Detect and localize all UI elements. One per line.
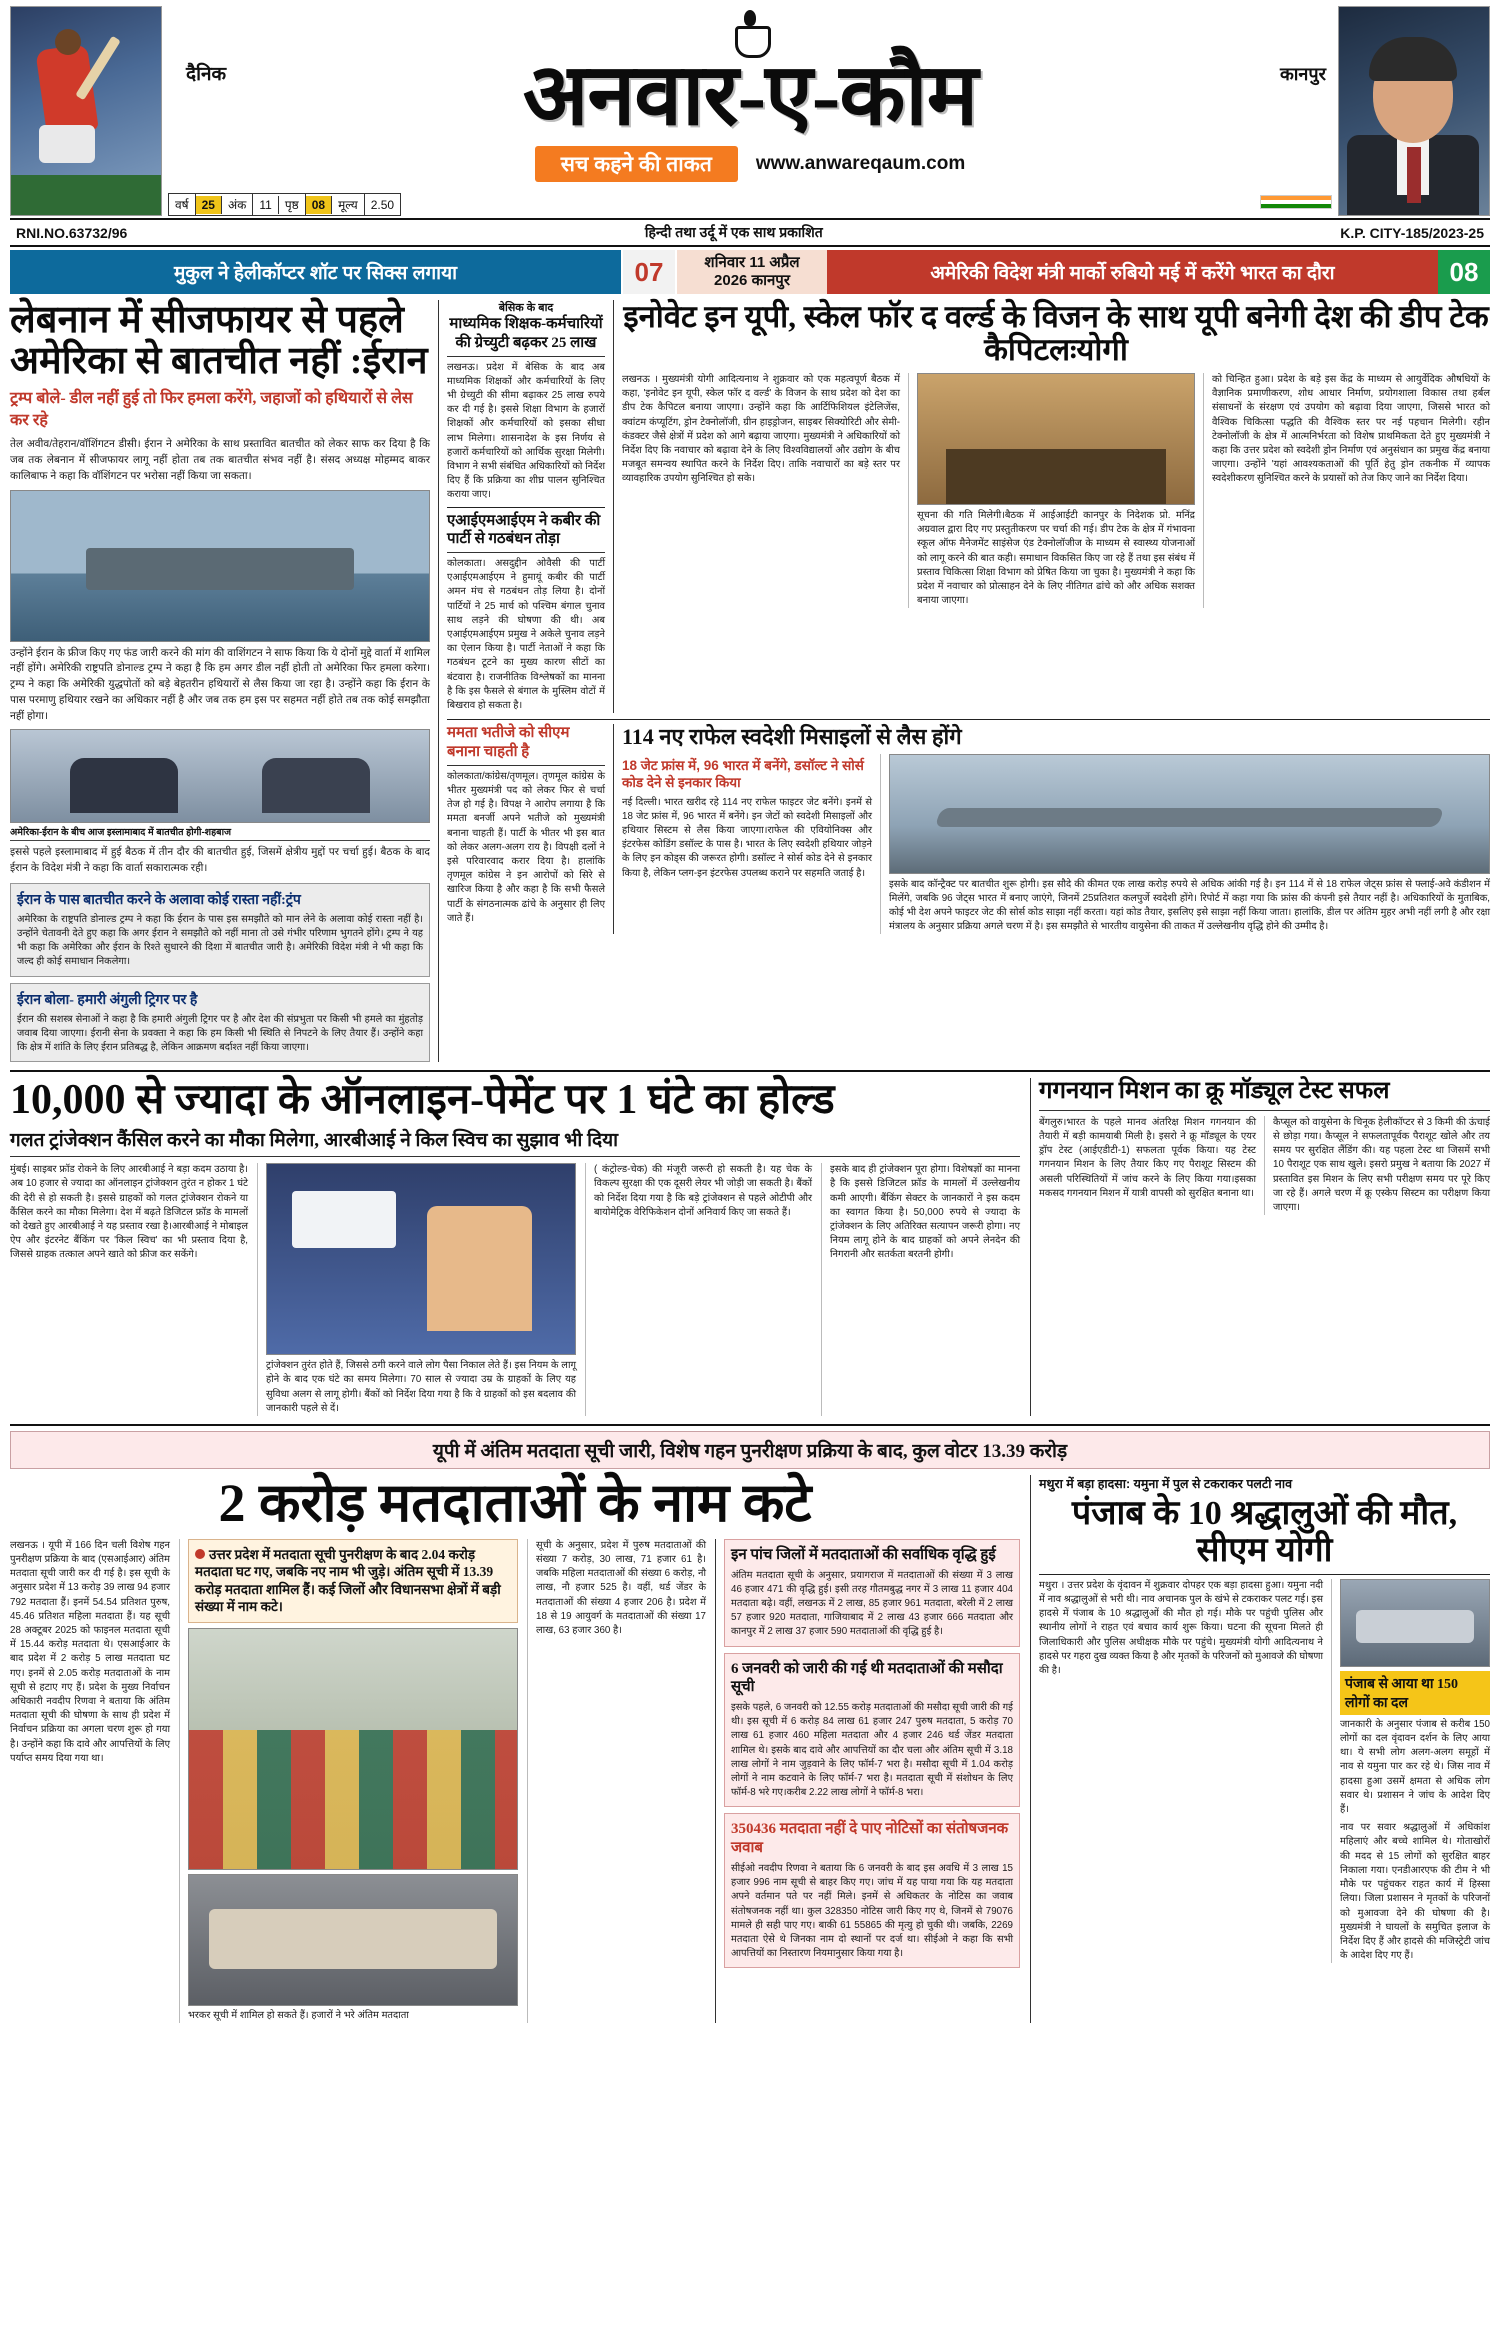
- deep-tech-col-3: [1203, 373, 1490, 608]
- payment-headline: 10,000 से ज्यादा के ऑनलाइन-पेमेंट पर 1 घंटे का होल्ड: [10, 1077, 835, 1124]
- teaser-left-page[interactable]: 07: [621, 250, 677, 294]
- mamta-headline: ममता भतीजे को सीएम बनाना चाहती है: [447, 724, 605, 766]
- trump-box: [10, 883, 430, 977]
- section-top: [10, 300, 1490, 1062]
- leaders-photo: [10, 729, 430, 823]
- lead-left-photo-caption: अमेरिका-ईरान के बीच आज इस्लामाबाद में बातचीत होगी-शहबाज: [10, 823, 430, 841]
- online-banking-photo: [266, 1163, 576, 1355]
- punjab-box-text: जानकारी के अनुसार पंजाब से करीब 150 लोगों का दल वृंदावन दर्शन के लिए आया था। ये सभी लोग अलग-अलग समूहों में नाव से यमुना पार कर रहे थे। जिस नाव में हादसा हुआ उसमें क्षमता से अधिक लोग सवार थे। प्रशासन ने जांच के आदेश दिए हैं।: [1340, 1718, 1490, 1816]
- gratuity-kicker: बेसिक के बाद: [498, 302, 554, 314]
- voter-col-4: [715, 1539, 1020, 2023]
- mathura-strip: मथुरा में बड़ा हादसा: यमुना में पुल से टकराकर पलटी नाव: [1039, 1477, 1293, 1492]
- five-districts-box: [724, 1539, 1020, 1647]
- deep-tech-col-1: [622, 373, 900, 608]
- language-line: हिन्दी तथा उर्दू में एक साथ प्रकाशित: [644, 224, 823, 240]
- lamp-icon: [733, 8, 767, 56]
- minister-photo: [1338, 6, 1490, 216]
- aimim-headline: एआईएमआईएम ने कबीर की पार्टी से गठबंधन तोड़ा: [447, 512, 605, 554]
- voter-stats-text: सूची के अनुसार, प्रदेश में पुरुष मतदाताओं की संख्या 7 करोड़, 30 लाख, 71 हजार 61 है। जबकि महिला मतदाताओं की संख्या 6 करोड़, नौ लाख, नौ हजार 525 है। वहीं, थर्ड जेंडर के मतदाताओं की संख्या 4 हजार 206 है। प्रदेश में 18 से 19 आयुवर्ग के मतदाताओं की संख्या 17 लाख, 63 हजार 360 है।: [536, 1539, 706, 1636]
- draft-roll-box: [724, 1653, 1020, 1808]
- meta-year-value: 25: [196, 196, 222, 214]
- online-payment-story: [10, 1078, 1020, 1416]
- draft-roll-headline: 6 जनवरी को जारी की गई थी मतदाताओं की मसौदा सूची: [731, 1660, 1003, 1696]
- voter-photo-caption: भरकर सूची में शामिल हो सकते हैं। हजारों ने भरे अंतिम मतदाता: [188, 2009, 409, 2021]
- iran-box: [10, 983, 430, 1063]
- meta-issue-value: 11: [253, 196, 278, 214]
- teaser-strip: [10, 250, 1490, 294]
- masthead-daink: दैनिक: [186, 64, 227, 85]
- teaser-left[interactable]: मुकुल ने हेलीकॉप्टर शॉट पर सिक्स लगाया: [173, 263, 458, 284]
- meta-price-value: 2.50: [370, 197, 395, 212]
- masthead-edition: कानपुर: [1279, 64, 1326, 84]
- payment-text-4: इसके बाद ही ट्रांजेक्शन पूरा होगा। विशेषज्ञों का मानना है कि इससे डिजिटल फ्रॉड के मामलों में उल्लेखनीय कमी आएगी। बैंकिंग सेक्टर के जानकारों ने इस कदम का स्वागत किया है। 50,000 रुपये से ज्यादा के ट्रांजेक्शन के लिए अतिरिक्त सत्यापन जरूरी होगा। नए नियम लागू होने के बाद ग्राहकों को अपने लेनदेन की निगरानी और सतर्कता बरतनी होगी।: [830, 1164, 1020, 1261]
- flag-icon: [1260, 195, 1332, 209]
- section-top-right: [438, 300, 1490, 1062]
- gaganyaan-story: [1030, 1078, 1490, 1416]
- lead-left-para-2: उन्होंने ईरान के फ्रीज किए गए फंड जारी करने की मांग की वाशिंगटन ने साफ किया कि ये दोनों मुद्दे वार्ता में शामिल नहीं होंगे। अमेरिकी राष्ट्रपति डोनाल्ड ट्रम्प ने कहा है कि हम अगर डील नहीं होती तो अमेरिका फिर हमला करेगा। ट्रम्प ने कहा कि अमेरिकी युद्धपोतों को बड़े बेहतरीन हथियारों से लैस किया जा रहा है। उन्होंने कहा कि ईरान के पास परमाणु हथियार रखने का अधिकार नहीं है और जब तक हम इस पर सहमत नहीं होते तब तक कोई समझौता नहीं होगा।: [10, 646, 430, 722]
- iran-box-text: ईरान की सशस्त्र सेनाओं ने कहा है कि हमारी अंगुली ट्रिगर पर है और देश की संप्रभुता पर किसी भी हमले का मुंहतोड़ जवाब दिया जाएगा। ईरानी सेना के प्रवक्ता ने कहा कि हम किसी भी स्थिति से निपटने के लिए तैयार हैं। उन्होंने कहा कि क्षेत्र में शांति के लिए ईरान प्रतिबद्ध है, लेकिन आक्रमण बर्दाश्त नहीं किया जाएगा।: [17, 1013, 423, 1053]
- masthead-subrow: [168, 146, 1332, 182]
- mathura-text-1: मथुरा । उत्तर प्रदेश के वृंदावन में शुक्रवार दोपहर एक बड़ा हादसा हुआ। यमुना नदी में नाव श्रद्धालुओं से भरी थी। नाव अचानक पुल के खंभे से टकराकर पलट गई। इस हादसे में पंजाब के 10 श्रद्धालुओं की मौत हो गई। मौके पर पहुंची पुलिस और स्थानीय लोगों ने राहत एवं बचाव कार्य शुरू किया। घटना की सूचना मिलते ही जिलाधिकारी और पुलिस अधीक्षक मौके पर पहुंचे। मुख्यमंत्री योगी आदित्यनाथ ने हादसे पर गहरा दुख व्यक्त किया है और मृतकों के परिजनों को मुआवजे की घोषणा की है।: [1039, 1579, 1323, 1677]
- bullet-icon: [195, 1549, 205, 1559]
- lead-left-kicker: ट्रम्प बोले- डील नहीं हुई तो फिर हमला करेंगे, जहाजों को हथियारों से लेस कर रहे: [10, 390, 413, 429]
- aimim-text: कोलकाता। असदुद्दीन ओवैसी की पार्टी एआईएमआईएम ने हुमायूं कबीर की पार्टी अमन मंच से गठबंधन तोड़ लिया है। दोनों पार्टियों ने 25 मार्च को पश्चिम बंगाल चुनाव साथ लड़ने की घोषणा की थी। अब एआईएमआईएम प्रमुख ने अकेले चुनाव लड़ने का ऐलान किया है। पार्टी नेताओं ने कहा कि गठबंधन टूटने का मुख्य कारण सीटों का बंटवारा है। राजनीतिक विश्लेषकों का मानना है कि इस फैसले से बंगाल के मुस्लिम वोटों में बिखराव हो सकता है।: [447, 558, 605, 712]
- rafale-text-1: नई दिल्ली। भारत खरीद रहे 114 नए राफेल फाइटर जेट बनेंगे। इनमें से 18 जेट फ्रांस में, 96 भारत में बनेंगे। इन जेटों को स्वदेशी मिसाइलों और हथियार सिस्टम से लैस किया जाएगा।राफेल की एवियोनिक्स और इंटरफेस कोडिंग डसॉल्ट के पास है। भारत के लिए स्वदेशी हथियार जोड़ने के लिए इन कोड्स की जरूरत होगी। डसॉल्ट ने सोर्स कोड देने से इनकार किया है, लेकिन प्लग-इन इंटरफेस उपलब्ध कराने पर सहमति जताई है।: [622, 796, 872, 879]
- gaganyaan-text-1: बेंगलुरु।भारत के पहले मानव अंतरिक्ष मिशन गगनयान की तैयारी में बड़ी कामयाबी मिली है। इसरो ने क्रू मॉड्यूल के एयर ड्रॉप टेस्ट (आईएडीटी-1) सफलता पूर्वक किया। यह टेस्ट गगनयान मिशन के लिए तैयार किए गए पैराशूट सिस्टम की असली परिस्थितियों में जांच करने के लिए किया गया।इसका मकसद गगनयान मिशन में यात्री वापसी को सुरक्षित बनाना था।: [1039, 1116, 1256, 1199]
- tagline: सच कहने की ताकत: [535, 146, 738, 182]
- masthead: [10, 6, 1490, 216]
- lead-left-headline: लेबनान में सीजफायर से पहले अमेरिका से बातचीत नहीं :ईरान: [10, 299, 428, 383]
- voter-story: [10, 1475, 1020, 2023]
- five-districts-headline: इन पांच जिलों में मतदाताओं की सर्वाधिक वृद्धि हुई: [731, 1546, 996, 1563]
- cm-event-photo: [917, 373, 1195, 505]
- warship-photo: [10, 490, 430, 642]
- gaganyaan-text-2: कैप्सूल को वायुसेना के चिनूक हेलीकॉप्टर से 3 किमी की ऊंचाई से छोड़ा गया। कैप्सूल ने सफलतापूर्वक पैराशूट खोले और तय समय पर सुरक्षित लैंडिंग की। यह पहला टेस्ट था जिसमें सभी 10 पैराशूट एक साथ खुले। इसरो प्रमुख ने बताया कि 2027 में प्रस्तावित इस मिशन के लिए सभी परीक्षण समय पर पूरे किए जा रहे हैं। अगले चरण में क्रू एस्केप सिस्टम का परीक्षण किया जाएगा।: [1264, 1116, 1490, 1215]
- website-url: www.anwareqaum.com: [755, 153, 966, 174]
- kp-city-code: K.P. CITY-185/2023-25: [1340, 224, 1484, 241]
- voter-strip: यूपी में अंतिम मतदाता सूची जारी, विशेष गहन पुनरीक्षण प्रक्रिया के बाद, कुल वोटर 13.39 करोड़: [10, 1431, 1490, 1469]
- payment-col-2: [257, 1163, 576, 1416]
- gratuity-headline: माध्यमिक शिक्षक-कर्मचारियों की ग्रेच्युटी बढ़कर 25 लाख: [447, 315, 605, 357]
- rafale-jet-photo: [889, 754, 1490, 874]
- issue-meta: [168, 193, 401, 216]
- payment-col-1: [10, 1163, 248, 1416]
- section-payment: [10, 1070, 1490, 1416]
- rafale-headline: 114 नए राफेल स्वदेशी मिसाइलों से लैस होंगे: [622, 724, 962, 750]
- lead-left-para-1: तेल अवीव/तेहरान/वॉशिंगटन डीसी। ईरान ने अमेरिका के साथ प्रस्तावित बातचीत को लेकर साफ कर दिया है कि जब तक लेबनान में सीजफायर लागू नहीं होता तब तक बातचीत संभव नहीं है। संसद अध्यक्ष मोहम्मद बाकर कालिबाफ ने कहा कि वॉशिंगटन पर भरोसा नहीं किया जा सकता।: [10, 438, 430, 482]
- draft-roll-text: इसके पहले, 6 जनवरी को 12.55 करोड़ मतदाताओं की मसौदा सूची जारी की गई थी। इस सूची में 6 करोड़ 84 लाख 61 हजार 247 पुरुष मतदाता, 5 करोड़ 70 लाख 61 हजार 460 महिला मतदाता और 4 हजार 246 थर्ड जेंडर मतदाता शामिल थे। इसके बाद दावे और आपत्तियों का दौर चला और अंतिम सूची में 3.18 लाख लोगों ने नाम जुड़वाने के लिए फॉर्म-7 भरा है। मसौदा सूची में 1.04 करोड़ लोगों ने नाम कटवाने के लिए फॉर्म-7 भरा है। मतदाता सूची में संशोधन के लिए फॉर्म-8 भरे गए।करीब 2.22 लाख लोगों ने फॉर्म-8 भरा।: [731, 1702, 1013, 1799]
- voter-headline: 2 करोड़ मतदाताओं के नाम कटे: [218, 1473, 812, 1534]
- mamta-text: कोलकाता/कांग्रेस/तृणमूल। तृणमूल कांग्रेस के भीतर मुख्यमंत्री पद को लेकर फिर से चर्चा तेज हो गई है। विपक्ष ने आरोप लगाया है कि ममता बनर्जी अपने भतीजे को मुख्यमंत्री बनाना चाहती हैं। पार्टी के भीतर भी इस बात को लेकर अलग-अलग राय है। विपक्षी दलों ने इसे परिवारवाद करार दिया है। हालांकि तृणमूल कांग्रेस ने इन आरोपों को सिरे से खारिज किया है और कहा है कि सभी फैसले पार्टी के संगठनात्मक ढांचे के अनुसार ही लिए जाते हैं।: [447, 770, 605, 924]
- deep-tech-text-3: को चिन्हित हुआ। प्रदेश के बड़े इस केंद्र के माध्यम से आयुर्वेदिक औषधियों के वैज्ञानिक प्रमाणीकरण, शोध आधार निर्माण, प्रयोगशाला विकास तथा हर्बल संसाधनों के संरक्षण एवं उपयोग को बढ़ावा दिया जाएगा, जिससे भारत को वैश्विक चिकित्सा पद्धति की वैश्विक स्तर पर नई पहचान मिलेगी। रहीन टेक्नोलॉजी के क्षेत्र में आत्मनिर्भरता को विशेष प्राथमिकता देते हुए मुख्यमंत्री ने कहा कि उत्तर प्रदेश को स्वदेशी ड्रोन निर्माण एवं अनुसंधान का प्रमुख केंद्र बनाया जाएगा। उन्होंने 'यहां आवश्यकताओं की पूर्ति हेतु ड्रोन तकनीक में व्यापक स्वदेशीकरण सुनिश्चित करने के प्रयासों को तेज किए जाने का निर्देश दिया।: [1212, 373, 1490, 485]
- mathura-text-2: नाव पर सवार श्रद्धालुओं में अधिकांश महिलाएं और बच्चे शामिल थे। गोताखोरों की मदद से 15 लोगों को सुरक्षित बाहर निकाला गया। एनडीआरएफ की टीम ने भी मौके पर पहुंचकर राहत कार्य में हिस्सा लिया। जिला प्रशासन ने मृतकों के परिजनों को मुआवजा देने की घोषणा की है। मुख्यमंत्री ने घायलों के समुचित इलाज के निर्देश दिए हैं और हादसे की मजिस्ट्रेटी जांच के आदेश दिए गए हैं।: [1340, 1822, 1490, 1962]
- lead-left-para-3: इससे पहले इस्लामाबाद में हुई बैठक में तीन दौर की बातचीत हुई, जिसमें क्षेत्रीय मुद्दों पर चर्चा हुई। बैठक के बाद ईरान के विदेश मंत्री ने कहा कि वार्ता सकारात्मक रही।: [10, 846, 430, 874]
- notice-headline: 350436 मतदाता नहीं दे पाए नोटिसों का संतोषजनक जवाब: [731, 1821, 1009, 1857]
- mathura-headline: पंजाब के 10 श्रद्धालुओं की मौत, सीएम योगी: [1071, 1495, 1458, 1570]
- section-voters: [10, 1424, 1490, 2023]
- voter-lead-text: लखनऊ । यूपी में 166 दिन चली विशेष गहन पुनरीक्षण प्रक्रिया के बाद (एसआईआर) अंतिम मतदाता सूची जारी कर दी गई है। इस सूची के अनुसार प्रदेश में 13 करोड़ 39 लाख 94 हजार 792 मतदाता हैं। इनमें 54.54 प्रतिशत पुरुष, 45.46 प्रतिशत महिला मतदाता हैं। यह सूची 28 अक्टूबर 2025 को फाइनल मतदाता सूची में 15.44 करोड़ मतदाता थे। एसआईआर के बाद प्रदेश में 2 करोड़ 5 लाख मतदाता घट गए। इनमें से 2.05 करोड़ मतदाताओं के नाम सूची से हटाए गए हैं। प्रदेश के मुख्य निर्वाचन अधिकारी नवदीप रिणवा ने बताया कि अंतिम मतदाता सूची की घोषणा के साथ ही प्रदेश में निर्वाचन प्रक्रिया का अगला चरण शुरू हो गया है। उन्होंने कहा कि दावे और आपत्तियों के लिए पर्याप्त समय दिया गया था।: [10, 1539, 170, 1764]
- voter-slip-photo: [188, 1874, 518, 2006]
- deep-tech-headline: इनोवेट इन यूपी, स्केल फॉर द वर्ल्ड के विजन के साथ यूपी बनेगी देश की डीप टेक कैपिटलःयोगी: [623, 299, 1489, 368]
- deep-tech-text-1: लखनऊ । मुख्यमंत्री योगी आदित्यनाथ ने शुक्रवार को एक महत्वपूर्ण बैठक में कहा, 'इनोवेट इन यूपी, स्केल फॉर द वर्ल्ड' के विजन के साथ प्रदेश को देश का डीप टेक कैपिटल बनाया जाएगा। उन्होंने कहा कि आर्टिफिशियल इंटेलिजेंस, क्वांटम कंप्यूटिंग, ड्रोन टेक्नोलॉजी, ग्रीन हाइड्रोजन, साइबर सिक्योरिटी और सेमी-कंडक्टर जैसे क्षेत्रों में प्रदेश को आगे बढ़ाया जाएगा। मुख्यमंत्री ने अधिकारियों को निर्देश दिए कि नवाचार को बढ़ावा देने के लिए विश्वविद्यालयों और उद्योग के बीच मजबूत समन्वय स्थापित करने के निर्देश दिए। ताकि नवाचारों का बड़े स्तर पर व्यावहारिक उपयोग सुनिश्चित हो सके।: [622, 373, 900, 485]
- rafale-story: [613, 724, 1490, 934]
- rafale-subhead: 18 जेट फ्रांस में, 96 भारत में बनेंगे, डसॉल्ट ने सोर्स कोड देने से इनकार किया: [622, 757, 864, 791]
- lead-story-left: [10, 300, 430, 1062]
- date-block: [677, 250, 827, 294]
- meta-price-label: मूल्य: [332, 194, 365, 215]
- trump-box-text: अमेरिका के राष्ट्रपति डोनाल्ड ट्रम्प ने कहा कि ईरान के पास इस समझौते को मान लेने के अलावा कोई रास्ता नहीं है। उन्होंने चेतावनी देते हुए कहा कि अगर ईरान ने समझौते को नहीं माना तो उसे गंभीर परिणाम भुगतने होंगे। ट्रम्प ने यह भी कहा कि अमेरिका और ईरान के रिश्ते सुधारने की दिशा में बातचीत जारी है। अमेरिकी विदेश मंत्री ने भी कहा कि जल्द ही कोई समाधान निकलेगा।: [17, 913, 423, 968]
- date-line-2: 2026 कानपुर: [714, 272, 790, 289]
- deep-tech-story: [613, 300, 1490, 713]
- cricket-photo: [10, 6, 162, 216]
- meta-pages-value: 08: [306, 196, 332, 214]
- rni-number: RNI.NO.63732/96: [16, 224, 128, 241]
- notice-box: [724, 1813, 1020, 1968]
- punjab-box-headline: पंजाब से आया था 150 लोगों का दल: [1340, 1671, 1490, 1715]
- teaser-right[interactable]: अमेरिकी विदेश मंत्री मार्को रुबियो मई में करेंगे भारत का दौरा: [827, 250, 1438, 294]
- page-title: अनवार-ए-कौम: [522, 47, 978, 143]
- gratuity-text: लखनऊ। प्रदेश में बेसिक के बाद अब माध्यमिक शिक्षकों और कर्मचारियों के लिए भी ग्रेच्युटी की सीमा बढ़ाकर 25 लाख रुपये कर दी गई है। इससे शिक्षा विभाग के हजारों शिक्षकों और कर्मचारियों को इसका सीधा लाभ मिलेगा। शासनादेश के इस निर्णय से हजारों कर्मचारियों को आर्थिक सुरक्षा मिलेगी। विभाग ने सभी संबंधित अधिकारियों को निर्देश दिए हैं कि प्रक्रिया का शीघ्र पालन सुनिश्चित कराया जाए।: [447, 361, 605, 501]
- payment-col-4: [821, 1163, 1020, 1416]
- trump-box-title: ईरान के पास बातचीत करने के अलावा कोई रास्ता नहीं:ट्रंप: [17, 892, 301, 908]
- gratuity-story: [447, 300, 605, 713]
- deep-tech-text-2: सूचना की गति मिलेगी।बैठक में आईआईटी कानपुर के निदेशक प्रो. मनिंद्र अग्रवाल द्वारा दिए गए प्रस्तुतीकरण पर चर्चा की गई। डीप टेक के क्षेत्र में गंभावना स्कूल ऑफ मैनेजमेंट साइंसेज एंड टेक्नोलॉजीज के माध्यम से स्वास्थ्य योजनाओं को लागू करने की बात कही। समाधान विकसित किए जा रहे हैं तथा इस संबंध में प्रस्ताव चिकित्सा शिक्षा विभाग को प्रेषित किया जा चुका है। मुख्यमंत्री ने कहा कि प्रदेश में नवाचार को प्रोत्साहन देने के लिए नीतिगत ढांचे को और अधिक सशक्त बनाया जाएगा।: [917, 509, 1195, 607]
- voter-col-2: [179, 1539, 518, 2023]
- payment-text-1: मुंबई। साइबर फ्रॉड रोकने के लिए आरबीआई ने बड़ा कदम उठाया है। अब 10 हजार से ज्यादा का ऑनलाइन ट्रांजेक्शन तुरंत न होकर 1 घंटे की देरी से हो सकती है। इससे ग्राहकों को गलत ट्रांजेक्शन रोकने या कैंसिल करने का मौका मिलेगा। देश में बढ़ते डिजिटल फ्रॉड के मामलों को देखते हुए आरबीआई ने यह प्रस्ताव रखा है।आरबीआई ने मोबाइल ऐप और इंटरनेट बैंकिंग पर 'किल स्विच' का भी प्रस्ताव दिया है, जिससे ग्राहक तत्काल अपने खाते को फ्रीज कर सकेंगे।: [10, 1164, 248, 1261]
- voters-queue-photo: [188, 1628, 518, 1870]
- teaser-right-page[interactable]: 08: [1438, 250, 1490, 294]
- payment-text-3: ( कंट्रोल्ड-चेक) की मंजूरी जरूरी हो सकती है। यह चेक के विकल्प सुरक्षा की एक दूसरी लेयर भी जोड़ी जा सकती है। बैंकों को निर्देश दिया गया है कि बड़े ट्रांजेक्शन से पहले ओटीपी और बायोमेट्रिक वेरिफिकेशन दोनों अनिवार्य किए जा सकते हैं।: [594, 1164, 812, 1218]
- rafale-text-2: इसके बाद कॉन्ट्रैक्ट पर बातचीत शुरू होगी। इस सौदे की कीमत एक लाख करोड़ रुपये से अधिक आंकी गई है। इन 114 में से 18 राफेल जेट्स फ्रांस से फ्लाई-अवे कंडीशन में मिलेंगे, जबकि 96 जेट्स भारत में बनाए जाएंगे, जिनमें 25प्रतिशत कलपुर्जे स्वदेशी होंगे। रिपोर्ट में कहा गया कि फ्रांस की कंपनी इसे तैयार नहीं है। अधिकारियों के मुताबिक, कोई भी देश अपने फाइटर जेट की सोर्स कोड साझा नहीं करता। यहां कोड तैयार, इसलिए इसे साझा नहीं किया जाता। हालांकि, डील पर अंतिम मुहर अभी नहीं लगी है और रक्षा मंत्रालय के अनुसार प्रक्रिया अगले चरण में है। इस समझौते से भारतीय वायुसेना की ताकत में उल्लेखनीय वृद्धि होने की उम्मीद है।: [889, 878, 1491, 933]
- boat-accident-photo: [1340, 1579, 1490, 1667]
- payment-subhead: गलत ट्रांजेक्शन कैंसिल करने का मौका मिलेगा, आरबीआई ने किल स्विच का सुझाव भी दिया: [10, 1126, 1020, 1157]
- meta-issue-label: अंक: [222, 194, 253, 215]
- payment-col-3: [585, 1163, 812, 1416]
- voter-col-1: [10, 1539, 170, 2023]
- five-districts-text: अंतिम मतदाता सूची के अनुसार, प्रयागराज में मतदाताओं की संख्या में 3 लाख 46 हजार 471 की वृद्धि हुई। इसी तरह गौतमबुद्ध नगर में 3 लाख 11 हजार 404 मतदाता बढ़े। वहीं, लखनऊ में 2 लाख, 85 हजार 961 मतदाता, बरेली में 2 लाख 57 हजार 920 मतदाता, गाजियाबाद में 2 लाख 43 हजार 666 मतदाता और कानपुर में 2 लाख 37 हजार 590 मतदाताओं की वृद्धि हुई है।: [731, 1569, 1013, 1638]
- payment-text-2: ट्रांजेक्शन तुरंत होते हैं, जिससे ठगी करने वाले लोग पैसा निकाल लेते हैं। इस नियम के लागू होने के बाद एक घंटे का समय मिलेगा। 70 साल से ज्यादा उम्र के ग्राहकों के लिए यह सुविधा अलग से लागू होगी। बैंकों को निर्देश दिया गया है कि वे ग्राहकों को इस बदलाव की जानकारी पहले से दें।: [266, 1360, 576, 1414]
- rni-bar: [10, 218, 1490, 247]
- voter-note-box: [188, 1539, 518, 1623]
- notice-text: सीईओ नवदीप रिणवा ने बताया कि 6 जनवरी के बाद इस अवधि में 3 लाख 15 हजार 996 नाम सूची से बाहर किए गए। जांच में यह पाया गया कि यह मतदाता अपने वर्तमान पते पर नहीं मिले। इनमें से अधिकतर के नोटिस का जवाब संतोषजनक नहीं था। कुल 328350 नोटिस जारी किए गए थे, जिनमें से 79076 मामले ही सही पाए गए। बाकी 61 55865 की मृत्यु हो चुकी थी। जबकि, 2269 मतदाता ऐसे थे जिनका नाम दो स्थानों पर दर्ज था। सीईओ ने कहा कि सभी आपत्तियों का निस्तारण नियमानुसार किया गया है।: [731, 1862, 1013, 1960]
- date-line-1: शनिवार 11 अप्रैल: [704, 254, 800, 271]
- iran-box-title: ईरान बोला- हमारी अंगुली ट्रिगर पर है: [17, 992, 198, 1008]
- voter-col-3: [527, 1539, 706, 2023]
- mathura-story: [1030, 1475, 1490, 2023]
- voter-note-text: उत्तर प्रदेश में मतदाता सूची पुनरीक्षण के बाद 2.04 करोड़ मतदाता घट गए, जबकि नए नाम भी जुड़े। अंतिम सूची में 13.39 करोड़ मतदाता शामिल हैं। कई जिलों और विधानसभा क्षेत्रों में बड़ी संख्या में नाम कटे।: [195, 1546, 501, 1615]
- gaganyaan-headline: गगनयान मिशन का क्रू मॉड्यूल टेस्ट सफल: [1039, 1078, 1490, 1111]
- masthead-center: [168, 6, 1332, 216]
- meta-year-label: वर्ष: [169, 194, 196, 215]
- meta-pages-label: पृष्ठ: [279, 194, 306, 215]
- deep-tech-col-2: [908, 373, 1195, 608]
- mamta-story: [447, 724, 605, 934]
